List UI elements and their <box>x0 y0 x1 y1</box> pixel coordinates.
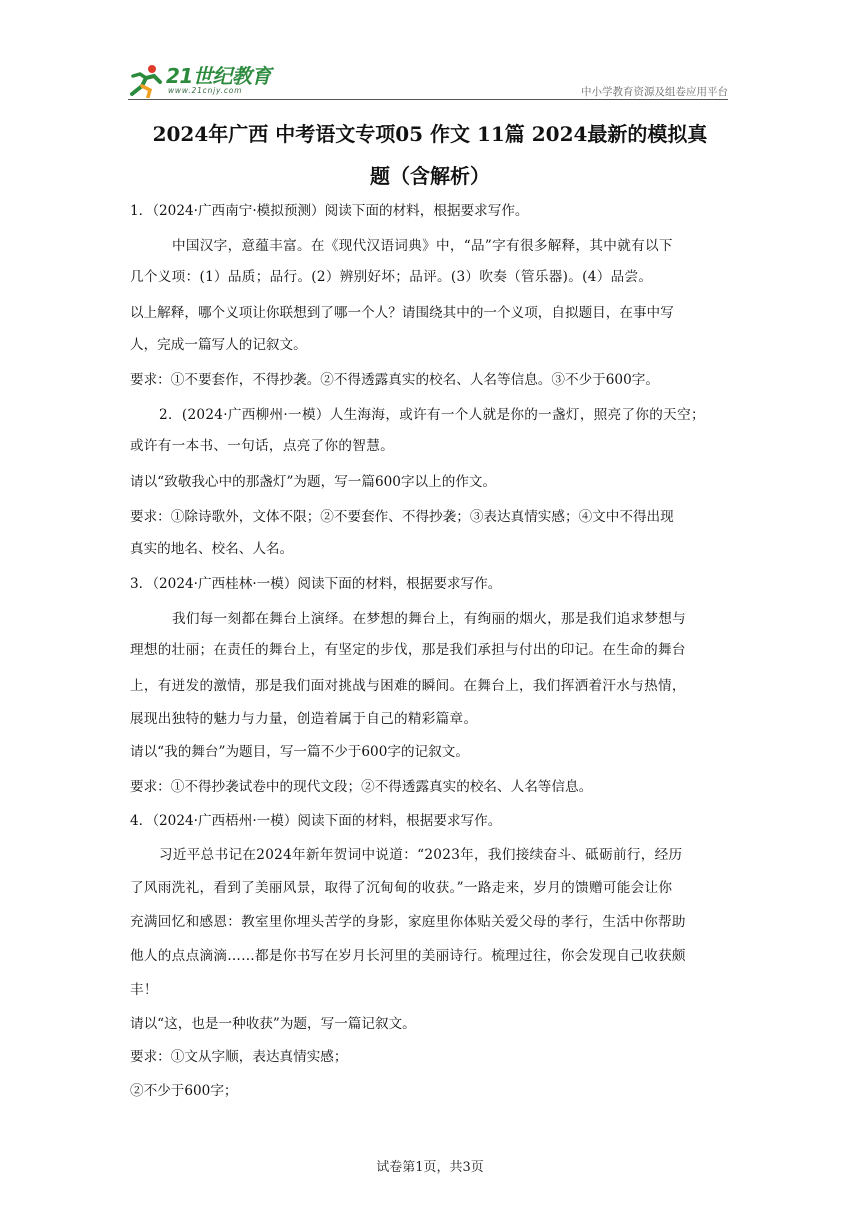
material-line: 中国汉字，意蕴丰富。在《现代汉语词典》中，“品”字有很多解释，其中就有以下 <box>172 238 673 254</box>
material-line: 充满回忆和感恩：教室里你埋头苦学的身影，家庭里你体贴关爱父母的孝行，生活中你帮助 <box>130 914 686 930</box>
question-1-heading: 1．（2024·广西南宁·模拟预测）阅读下面的材料，根据要求写作。 <box>130 203 529 219</box>
page-header <box>128 62 728 104</box>
runner-logo-icon <box>128 64 164 98</box>
document-title-line-1: 2024年广西 中考语文专项05 作文 11篇 2024最新的模拟真 <box>152 122 708 146</box>
prompt-line: 请以“致敬我心中的那盏灯”为题，写一篇600字以上的作文。 <box>130 474 497 490</box>
prompt-line: 以上解释，哪个义项让你联想到了哪一个人？请围绕其中的一个义项，自拟题目，在事中写 <box>130 305 674 321</box>
requirement-line: 要求：①不得抄袭试卷中的现代文段；②不得透露真实的校名、人名等信息。 <box>130 779 593 795</box>
requirement-line: 要求：①文从字顺，表达真情实感； <box>130 1049 348 1065</box>
question-3-heading: 3．（2024·广西桂林·一模）阅读下面的材料，根据要求写作。 <box>130 576 502 592</box>
material-line: 我们每一刻都在舞台上演绎。在梦想的舞台上，有绚丽的烟火，那是我们追求梦想与 <box>172 611 687 627</box>
material-line: 理想的壮丽；在责任的舞台上，有坚定的步伐，那是我们承担与付出的印记。在生命的舞台 <box>130 642 686 658</box>
material-line: 几个义项：(1）品质；品行。(2）辨别好坏；品评。(3）吹奏（管乐器)。(4）品尝。 <box>130 269 653 285</box>
material-line: 或许有一本书、一句话，点亮了你的智慧。 <box>130 438 394 454</box>
site-logo <box>128 62 278 102</box>
requirement-line: 要求：①除诗歌外，文体不限；②不要套作、不得抄袭；③表达真情实感；④文中不得出现 <box>130 509 674 525</box>
prompt-line: 请以“这，也是一种收获”为题，写一篇记叙文。 <box>130 1016 416 1032</box>
material-line: 习近平总书记在2024年新年贺词中说道：“2023年，我们接续奋斗、砥砺前行，经历 <box>159 847 683 863</box>
material-line: 了风雨洗礼，看到了美丽风景，取得了沉甸甸的收获。”一路走来，岁月的馈赠可能会让你 <box>130 880 673 896</box>
requirement-line: 要求：①不要套作，不得抄袭。②不得透露真实的校名、人名等信息。③不少于600字。 <box>130 372 659 388</box>
requirement-line: 真实的地名、校名、人名。 <box>130 541 294 557</box>
material-line: 丰！ <box>130 982 158 998</box>
document-title-line-2: 题（含解析） <box>370 164 490 188</box>
prompt-line: 人，完成一篇写人的记叙文。 <box>130 337 307 353</box>
header-divider <box>128 99 728 100</box>
prompt-line: 请以“我的舞台”为题目，写一篇不少于600字的记叙文。 <box>130 744 469 760</box>
material-line: 他人的点点滴滴……都是你书写在岁月长河里的美丽诗行。梳理过往，你会发现自己收获颇 <box>130 948 686 964</box>
question-2-heading: 2．(2024·广西柳州·一模）人生海海，或许有一个人就是你的一盏灯，照亮了你的天空； <box>159 407 705 423</box>
logo-url: www.21cnjy.com <box>168 86 243 95</box>
platform-text: 中小学教育资源及组卷应用平台 <box>581 86 728 98</box>
material-line: 上，有迸发的激情，那是我们面对挑战与困难的瞬间。在舞台上，我们挥洒着汗水与热情， <box>130 678 686 694</box>
requirement-line: ②不少于600字； <box>130 1083 238 1099</box>
logo-text: 21世纪教育 <box>166 64 271 88</box>
material-line: 展现出独特的魅力与力量，创造着属于自己的精彩篇章。 <box>130 711 478 727</box>
page-footer: 试卷第1页，共3页 <box>376 1160 484 1175</box>
question-4-heading: 4．（2024·广西梧州·一模）阅读下面的材料，根据要求写作。 <box>130 813 502 829</box>
